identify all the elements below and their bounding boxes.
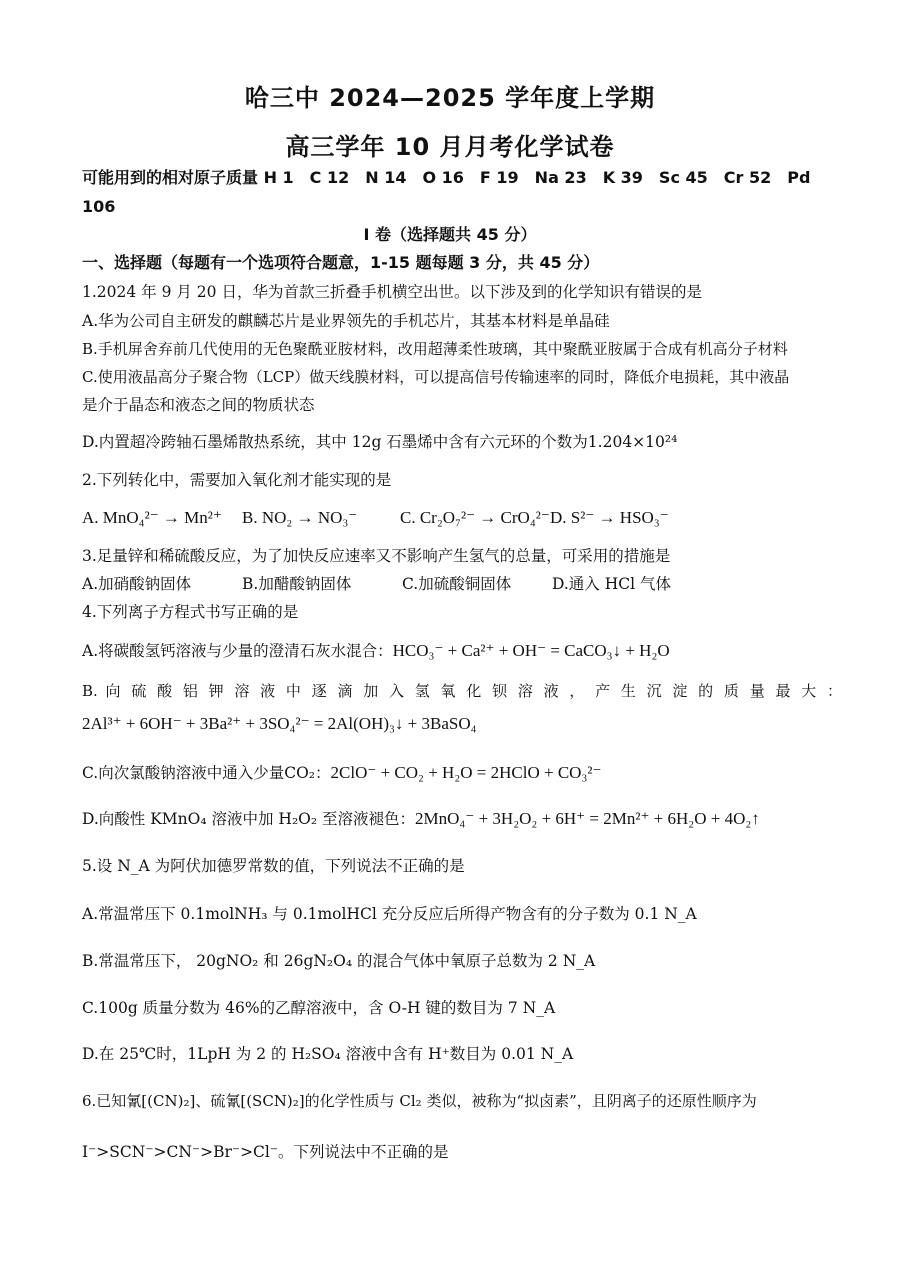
q1-option-c-line2: 是介于晶态和液态之间的物质状态 [82, 396, 315, 414]
volume-title: I 卷（选择题共 45 分） [363, 225, 537, 244]
exam-title-line1: 哈三中 2024—2025 学年度上学期 [244, 84, 656, 112]
q5-option-b: B.常温常压下， 20gNO₂ 和 26gN₂O₄ 的混合气体中氧原子总数为 2 N_A [82, 952, 596, 970]
q3-stem: 3.足量锌和稀硫酸反应，为了加快反应速率又不影响产生氢气的总量，可采用的措施是 [82, 547, 671, 565]
q1-option-d: D.内置超冷跨轴石墨烯散热系统，其中 12g 石墨烯中含有六元环的个数为1.204×10²⁴ [82, 433, 678, 451]
q4-option-d-text: D.向酸性 KMnO₄ 溶液中加 H₂O₂ 至溶液褪色： [82, 810, 416, 828]
q4-option-b-equation: 2Al³⁺ + 6OH⁻ + 3Ba²⁺ + 3SO₄²⁻ = 2Al(OH)₃↓ + 3BaSO₄ [82, 714, 477, 733]
q4-option-d [82, 808, 842, 830]
q4-option-d-equation: 2MnO₄⁻ + 3H₂O₂ + 6H⁺ = 2Mn²⁺ + 6H₂O + 4O₂↑ [415, 809, 760, 828]
q4-option-a [82, 640, 842, 662]
exam-title-line2: 高三学年 10 月月考化学试卷 [285, 133, 615, 161]
q1-option-b: B.手机屏舍弃前几代使用的无色聚酰亚胺材料，改用超薄柔性玻璃，其中聚酰亚胺属于合成有机高分子材料 [82, 340, 788, 358]
q2-option-a: A. MnO₄²⁻ → Mn²⁺ [82, 508, 222, 527]
q3-option-a: A.加硝酸钠固体 [82, 575, 192, 593]
q2-option-c: C. Cr₂O₇²⁻ → CrO₄²⁻ [400, 508, 550, 527]
q1-option-c-line1: C.使用液晶高分子聚合物（LCP）做天线膜材料，可以提高信号传输速率的同时，降低介电损耗，其中液晶 [82, 368, 790, 386]
q2-options [82, 507, 842, 529]
q6-stem-line1: 6.已知氰[(CN)₂]、硫氰[(SCN)₂]的化学性质与 Cl₂ 类似，被称为“拟卤素”，且阴离子的还原性顺序为 [82, 1092, 757, 1110]
atomic-mass-line1: 可能用到的相对原子质量 H 1 C 12 N 14 O 16 F 19 Na 23 K 39 Sc 45 Cr 52 Pd [82, 168, 811, 187]
atomic-mass-line2: 106 [82, 197, 116, 216]
q4-option-c-text: C.向次氯酸钠溶液中通入少量CO₂： [82, 764, 331, 782]
q1-stem: 1.2024 年 9 月 20 日，华为首款三折叠手机横空出世。以下涉及到的化学知识有错误的是 [82, 283, 702, 301]
q5-option-c: C.100g 质量分数为 46%的乙醇溶液中，含 O-H 键的数目为 7 N_A [82, 999, 556, 1017]
q2-option-b: B. NO₂ → NO₃⁻ [242, 508, 358, 527]
q1-option-a: A.华为公司自主研发的麒麟芯片是业界领先的手机芯片，其基本材料是单晶硅 [82, 312, 610, 330]
q4-option-c [82, 762, 842, 784]
q4-option-a-text: A.将碳酸氢钙溶液与少量的澄清石灰水混合： [82, 642, 393, 660]
q4-option-c-equation: 2ClO⁻ + CO₂ + H₂O = 2HClO + CO₃²⁻ [330, 763, 602, 782]
q3-option-b: B.加醋酸钠固体 [242, 575, 352, 593]
q3-option-d: D.通入 HCl 气体 [552, 575, 671, 593]
q2-option-d: D. S²⁻ → HSO₃⁻ [550, 508, 669, 527]
q6-stem-line2: I⁻>SCN⁻>CN⁻>Br⁻>Cl⁻。下列说法中不正确的是 [82, 1143, 449, 1161]
q4-option-a-equation: HCO₃⁻ + Ca²⁺ + OH⁻ = CaCO₃↓ + H₂O [392, 641, 670, 660]
q3-option-c: C.加硫酸铜固体 [402, 575, 512, 593]
section-part-title: 一、选择题（每题有一个选项符合题意，1-15 题每题 3 分，共 45 分） [82, 253, 600, 272]
q5-option-a: A.常温常压下 0.1molNH₃ 与 0.1molHCl 充分反应后所得产物含有的分子数为 0.1 N_A [82, 905, 697, 923]
q4-option-b-text: B. 向 硫 酸 铝 钾 溶 液 中 逐 滴 加 入 氢 氧 化 钡 溶 液 ， 产 生 沉 淀 的 质 量 最 大 ： [82, 682, 842, 700]
q5-stem: 5.设 N_A 为阿伏加德罗常数的值，下列说法不正确的是 [82, 857, 465, 875]
q3-options [82, 573, 842, 595]
q2-stem: 2.下列转化中，需要加入氧化剂才能实现的是 [82, 471, 392, 489]
q5-option-d: D.在 25℃时，1LpH 为 2 的 H₂SO₄ 溶液中含有 H⁺数目为 0.01 N_A [82, 1045, 574, 1063]
q4-stem: 4.下列离子方程式书写正确的是 [82, 603, 299, 621]
